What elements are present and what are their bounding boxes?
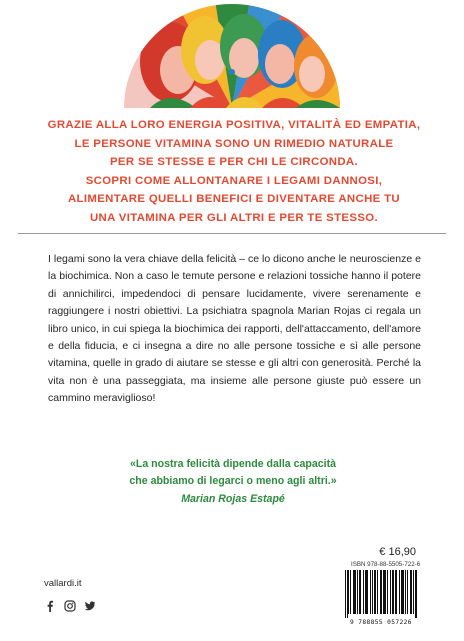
quote-line-2: che abbiamo di legarci o meno agli altri.» bbox=[129, 475, 337, 488]
quote-author: Marian Rojas Estapé bbox=[181, 492, 285, 505]
intro-line: ALIMENTARE QUELLI BENEFICI E DIVENTARE ANCHE TU bbox=[67, 193, 400, 206]
intro-line: SCOPRI COME ALLONTANARE I LEGAMI DANNOSI, bbox=[85, 174, 383, 187]
price: € 16,90 bbox=[379, 546, 416, 558]
barcode-bars-icon bbox=[343, 570, 419, 620]
barcode-digits: 9 788855 057226 bbox=[350, 619, 412, 626]
isbn-number: ISBN 978-88-5505-722-6 bbox=[351, 561, 421, 568]
faces-illustration bbox=[0, 0, 464, 108]
intro-blurb bbox=[44, 116, 424, 228]
intro-line: LE PERSONE VITAMINA SONO UN RIMEDIO NATURALE bbox=[74, 137, 394, 150]
publisher-website[interactable]: vallardi.it bbox=[44, 578, 82, 589]
section-divider bbox=[18, 233, 446, 234]
social-links bbox=[44, 599, 96, 611]
intro-line: PER SE STESSE E PER CHI LE CIRCONDA. bbox=[109, 156, 359, 169]
intro-line: UNA VITAMINA PER GLI ALTRI E PER TE STESSO. bbox=[89, 211, 379, 224]
facebook-icon[interactable] bbox=[44, 599, 56, 611]
synopsis-paragraph: I legami sono la vera chiave della felicità – ce lo dicono anche le neuroscienze e la biochimica. Non a caso le temute persone e relazioni tossiche hanno il potere di annichilirci, impedendoci di pensare lucidamente, vivere serenamente e raggiungere i nostri obiettivi. La psichiatra spagnola Marian Rojas ci regala un libro unico, in cui spiega la biochimica dei rapporti, dell'attaccamento, dell'amore e della fiducia, e ci insegna a dire no alle persone tossiche e sì alle persone vitamina, quelle in grado di aiutare se stesse e gli altri con generosità. Perché la vita non è una passeggiata, ma insieme alle persone giuste può essere un cammino meraviglioso! bbox=[48, 253, 421, 405]
quote-line-1: «La nostra felicità dipende dalla capacità bbox=[129, 458, 337, 470]
intro-line: GRAZIE ALLA LORO ENERGIA POSITIVA, VITALITÀ ED EMPATIA, bbox=[47, 119, 421, 131]
instagram-icon[interactable] bbox=[64, 599, 76, 611]
twitter-icon[interactable] bbox=[84, 599, 96, 611]
author-quote bbox=[70, 456, 396, 508]
barcode bbox=[343, 570, 419, 620]
